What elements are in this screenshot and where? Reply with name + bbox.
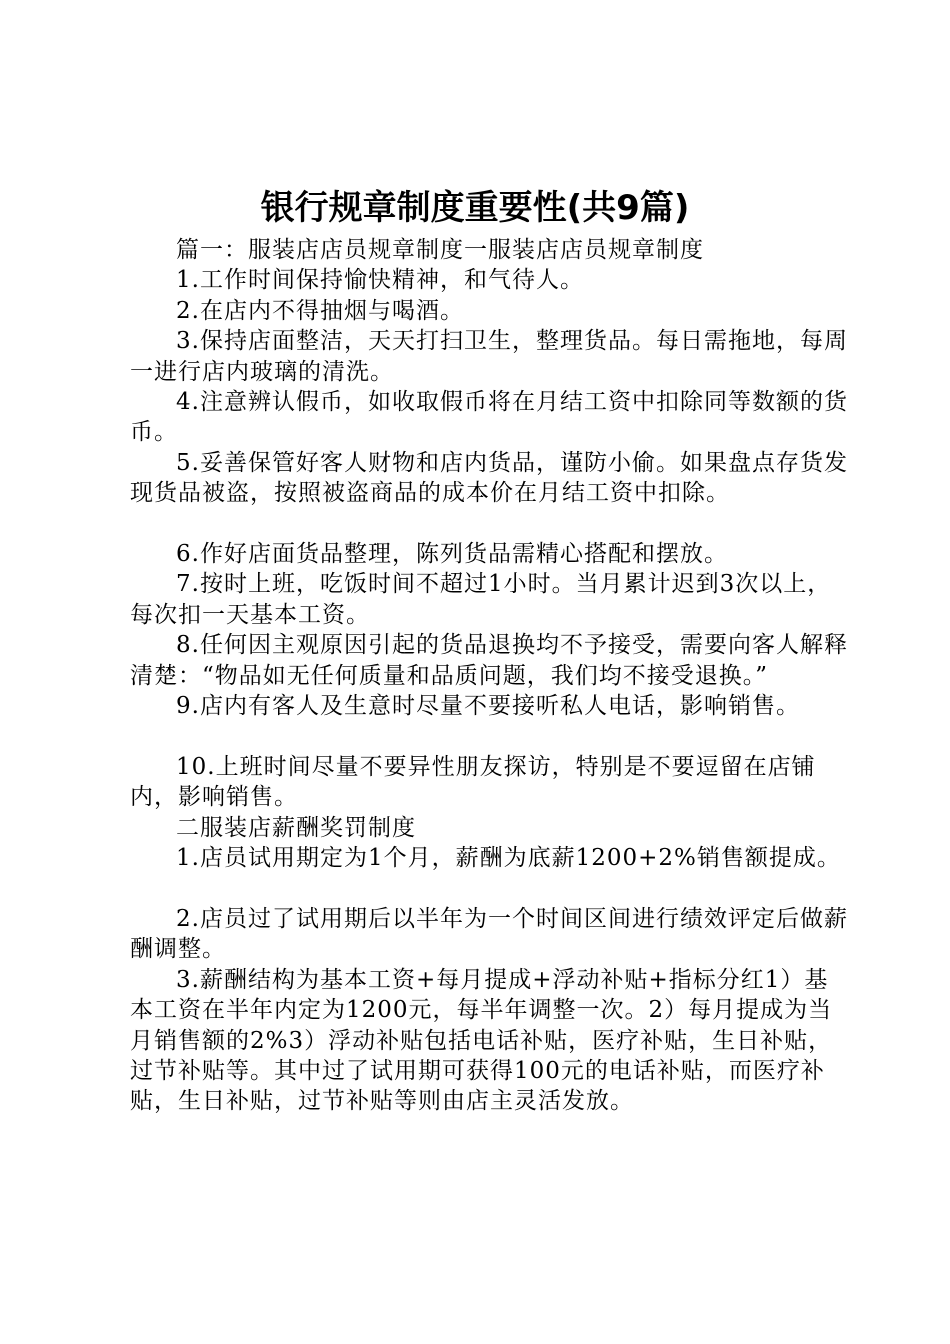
paragraph-spacer: [130, 721, 850, 751]
paragraph-rule-2: 2.在店内不得抽烟与喝酒。: [176, 297, 464, 324]
paragraph-intro: 篇一：服装店店员规章制度一服装店店员规章制度: [176, 237, 704, 263]
paragraph-rule-9: 9.店内有客人及生意时尽量不要接听私人电话，影响销售。: [176, 693, 800, 720]
paragraph-rule-7: 7.按时上班，吃饭时间不超过1小时。当月累计迟到3次以上，每次扣一天基本工资。: [130, 571, 832, 628]
paragraph-spacer: [130, 509, 850, 539]
paragraph-rule-6: 6.作好店面货品整理，陈列货品需精心搭配和摆放。: [176, 541, 728, 568]
paragraph-rule-3: 3.保持店面整洁，天天打扫卫生，整理货品。每日需拖地，每周一进行店内玻璃的清洗。: [130, 328, 848, 385]
paragraph-salary-2: 2.店员过了试用期后以半年为一个时间区间进行绩效评定后做薪酬调整。: [130, 905, 848, 963]
document-body: [130, 235, 850, 1117]
section-heading-salary: 二服装店薪酬奖罚制度: [176, 814, 416, 841]
paragraph-rule-5: 5.妥善保管好客人财物和店内货品，谨防小偷。如果盘点存货发现货品被盗，按照被盗商品的成本价在月结工资中扣除。: [130, 449, 848, 507]
paragraph-rule-1: 1.工作时间保持愉快精神，和气待人。: [176, 267, 584, 294]
paragraph-spacer: [130, 874, 850, 904]
paragraph-rule-4: 4.注意辨认假币，如收取假币将在月结工资中扣除同等数额的货币。: [130, 389, 848, 446]
paragraph-salary-3: 3.薪酬结构为基本工资+每月提成+浮动补贴+指标分红1）基本工资在半年内定为1200元，每半年调整一次。2）每月提成为当月销售额的2%3）浮动补贴包括电话补贴，医疗补贴，生日补贴，过节补贴等。其中过了试用期可获得100元的电话补贴，而医疗补贴，生日补贴，过节补贴等则由店主灵活发放。: [130, 966, 833, 1115]
paragraph-salary-1: 1.店员试用期定为1个月，薪酬为底薪1200+2%销售额提成。: [176, 845, 841, 872]
paragraph-rule-8: 8.任何因主观原因引起的货品退换均不予接受，需要向客人解释清楚：“物品如无任何质量和品质问题，我们均不接受退换。”: [130, 632, 848, 689]
paragraph-rule-10: 10.上班时间尽量不要异性朋友探访，特别是不要逗留在店铺内，影响销售。: [130, 753, 816, 811]
document-title: 银行规章制度重要性(共9篇): [260, 188, 690, 228]
